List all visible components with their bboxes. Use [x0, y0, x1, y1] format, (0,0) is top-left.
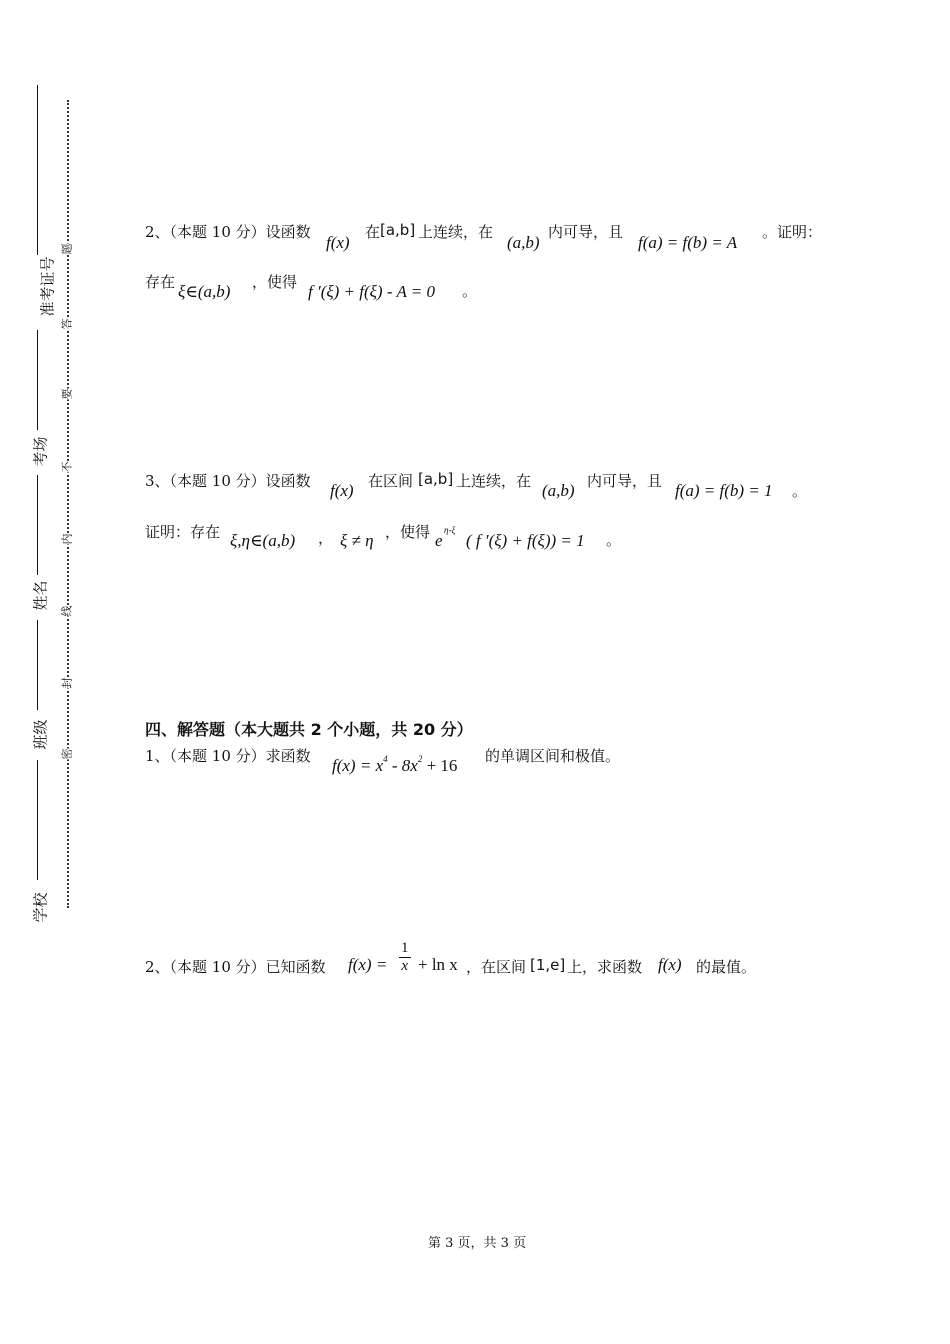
q3-line2-text-2: ，使得	[385, 523, 431, 541]
q3-text-2: 在区间	[368, 472, 414, 490]
s4q2-text-2: ，在区间	[466, 958, 527, 976]
margin-line	[37, 760, 38, 880]
fraction-numerator: 1	[399, 940, 411, 958]
q3-exponent: η-ξ	[444, 525, 456, 535]
s4q2-fx: f(x)	[658, 955, 682, 974]
q3-fx: f(x)	[330, 481, 354, 500]
s4q2-text-1: 2、（本题 10 分）已知函数	[145, 958, 326, 976]
class-label: 班级	[31, 719, 50, 750]
q2-xi-in: ξ∈(a,b)	[178, 282, 231, 301]
q2-open-interval: (a,b)	[507, 233, 540, 252]
school-label: 学校	[31, 892, 50, 923]
seal-char: 答	[58, 319, 76, 330]
s4q1-text-1: 1、（本题 10 分）求函数	[145, 747, 311, 765]
q2-line2-text-1: 存在	[145, 273, 176, 291]
seal-char: 要	[58, 389, 76, 400]
margin-line	[37, 85, 38, 255]
margin-line	[37, 620, 38, 710]
q2-interval: [a,b]	[380, 221, 416, 239]
q2-text-5: 。证明：	[762, 223, 823, 241]
fraction-denominator: x	[401, 958, 409, 975]
s4q2-text-3: 上，求函数	[567, 958, 643, 976]
s4q2-fraction	[399, 940, 411, 976]
s4q1-text-2: 的单调区间和极值。	[485, 747, 621, 765]
q2-line2-text-2: ，使得	[252, 273, 298, 291]
q3-condition: f(a) = f(b) = 1	[675, 481, 773, 500]
seal-char: 密	[58, 749, 76, 760]
s4q2-text-4: 的最值。	[696, 958, 757, 976]
s4q2-interval: [1,e]	[530, 956, 566, 974]
q3-neq: ξ ≠ η	[340, 531, 374, 550]
q2-text-2: 在	[365, 223, 381, 241]
q2-end: 。	[462, 282, 478, 300]
s4q2-fx-eq: f(x) =	[348, 955, 388, 974]
q2-fx: f(x)	[326, 233, 350, 252]
name-label: 姓名	[31, 580, 50, 611]
q3-end-1: 。	[792, 482, 808, 500]
q3-e: e	[435, 531, 443, 550]
q3-text-4: 内可导，且	[587, 472, 663, 490]
q3-open-interval: (a,b)	[542, 481, 575, 500]
q3-xi-eta: ξ,η∈(a,b)	[230, 531, 296, 550]
q2-equation: f ′(ξ) + f(ξ) - A = 0	[308, 282, 435, 301]
seal-char: 封	[58, 678, 76, 689]
q2-condition: f(a) = f(b) = A	[638, 233, 738, 252]
q3-equation: ( f ′(ξ) + f(ξ)) = 1	[466, 531, 585, 550]
q2-text-3: 上连续，在	[418, 223, 494, 241]
q3-interval: [a,b]	[418, 470, 454, 488]
page-footer: 第 3 页，共 3 页	[428, 1236, 527, 1251]
seal-char: 题	[58, 244, 76, 255]
margin-line	[37, 330, 38, 430]
seal-char: 不	[58, 462, 76, 473]
seal-char: 内	[58, 534, 76, 545]
s4q2-plus-ln: + ln x	[418, 955, 458, 974]
q2-text-1: 2、（本题 10 分）设函数	[145, 223, 311, 241]
s4q1-equation: $f(x) = x^4 - 8x^2 + 16$	[332, 754, 458, 775]
q3-end-2: 。	[606, 531, 622, 549]
q2-text-4: 内可导，且	[548, 223, 624, 241]
seal-dotted-line	[67, 100, 69, 908]
exam-room-label: 考场	[31, 436, 50, 467]
section-4-heading: 四、解答题（本大题共 2 个小题，共 20 分）	[145, 720, 473, 739]
q3-comma: ，	[318, 529, 334, 547]
seal-char: 线	[58, 606, 76, 617]
q3-text-3: 上连续，在	[456, 472, 532, 490]
exam-id-label: 准考证号	[38, 256, 57, 317]
q3-line2-text-1: 证明：存在	[145, 523, 221, 541]
q3-text-1: 3、（本题 10 分）设函数	[145, 472, 311, 490]
margin-line	[37, 475, 38, 575]
